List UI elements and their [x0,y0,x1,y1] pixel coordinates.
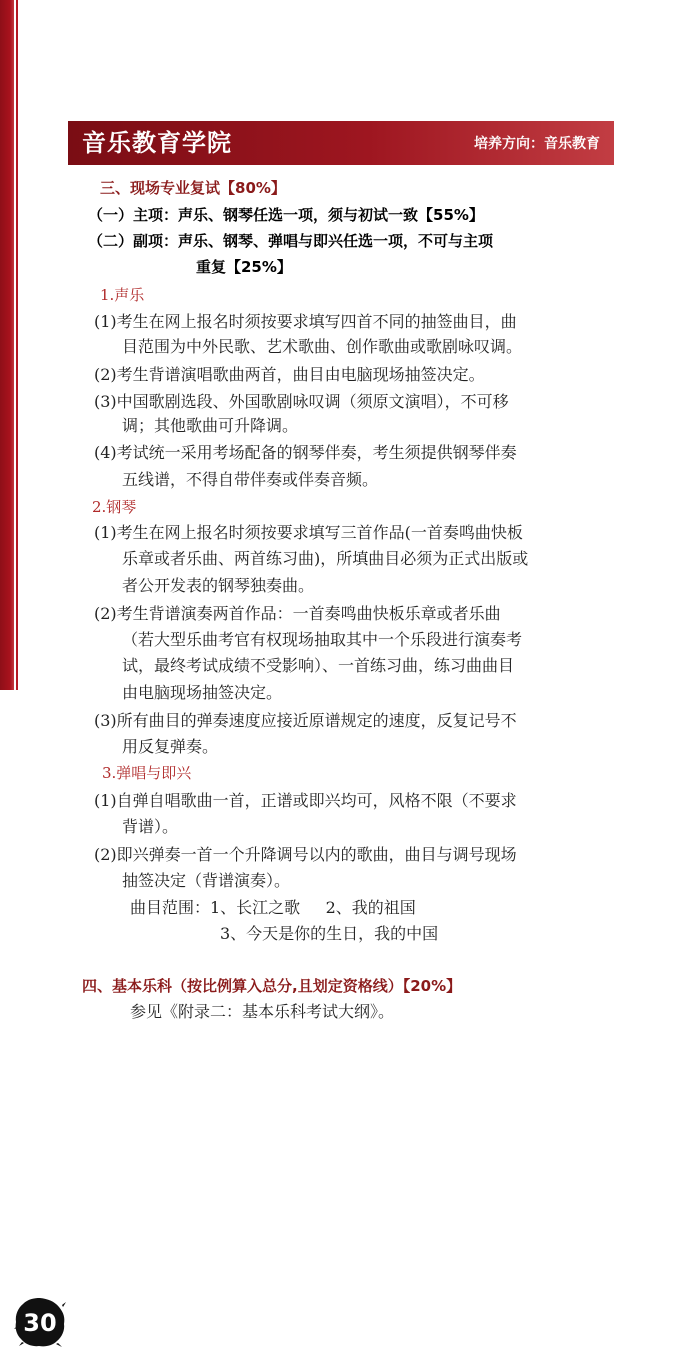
piano-line: 者公开发表的钢琴独奏曲。 [122,576,315,595]
training-direction: 培养方向：音乐教育 [474,136,600,152]
section-4-title: 四、基本乐科（按比例算入总分,且划定资格线）【20%】 [82,977,462,995]
page-number-badge [14,1296,66,1348]
secondary-item-line-2: 重复【25%】 [196,258,292,276]
singing-line: 背谱）。 [122,817,179,836]
vocal-line: (4)考试统一采用考场配备的钢琴伴奏，考生须提供钢琴伴奏 [94,443,517,462]
piano-line: (1)考生在网上报名时须按要求填写三首作品(一首奏鸣曲快板 [94,523,523,542]
piano-line: (2)考生背谱演奏两首作品：一首奏鸣曲快板乐章或者乐曲 [94,604,501,623]
repertoire-range: 曲目范围：1、长江之歌 2、我的祖国 [130,898,416,917]
section-4-note: 参见《附录二：基本乐科考试大纲》。 [130,1002,395,1021]
piano-line: （若大型乐曲考官有权现场抽取其中一个乐段进行演奏考 [122,630,523,649]
vocal-line: (1)考生在网上报名时须按要求填写四首不同的抽签曲目，曲 [94,312,517,331]
piano-line: 用反复弹奏。 [122,737,219,756]
piano-line: 试，最终考试成绩不受影响）、一首练习曲，练习曲曲目 [122,656,515,675]
piano-line: (3)所有曲目的弹奏速度应接近原谱规定的速度，反复记号不 [94,711,517,730]
college-title: 音乐教育学院 [82,129,232,157]
repertoire-range: 3、今天是你的生日，我的中国 [220,924,439,943]
vocal-line: 目范围为中外民歌、艺术歌曲、创作歌曲或歌剧咏叹调。 [122,337,523,356]
singing-line: (2)即兴弹奏一首一个升降调号以内的歌曲，曲目与调号现场 [94,845,517,864]
side-accent-bar [0,0,14,690]
college-header-banner [68,121,614,165]
piano-heading: 2.钢琴 [92,498,137,516]
vocal-heading: 1.声乐 [100,286,145,304]
singing-line: 抽签决定（背谱演奏）。 [122,871,291,890]
singing-heading: 3.弹唱与即兴 [102,764,192,782]
vocal-line: (3)中国歌剧选段、外国歌剧咏叹调（须原文演唱），不可移 [94,392,509,411]
page-number: 30 [23,1309,57,1337]
vocal-line: (2)考生背谱演唱歌曲两首，曲目由电脑现场抽签决定。 [94,365,485,384]
vocal-line: 调；其他歌曲可升降调。 [122,416,299,435]
piano-line: 乐章或者乐曲、两首练习曲)，所填曲目必须为正式出版或 [122,549,529,568]
singing-line: (1)自弹自唱歌曲一首，正谱或即兴均可，风格不限（不要求 [94,791,517,810]
section-3-title: 三、现场专业复试【80%】 [100,179,286,197]
vocal-line: 五线谱，不得自带伴奏或伴奏音频。 [122,470,379,489]
secondary-item-line-1: （二）副项：声乐、钢琴、弹唱与即兴任选一项，不可与主项 [88,232,494,250]
ink-splash-icon [14,1296,66,1348]
piano-line: 由电脑现场抽签决定。 [122,683,283,702]
primary-item: （一）主项：声乐、钢琴任选一项，须与初试一致【55%】 [88,206,484,224]
